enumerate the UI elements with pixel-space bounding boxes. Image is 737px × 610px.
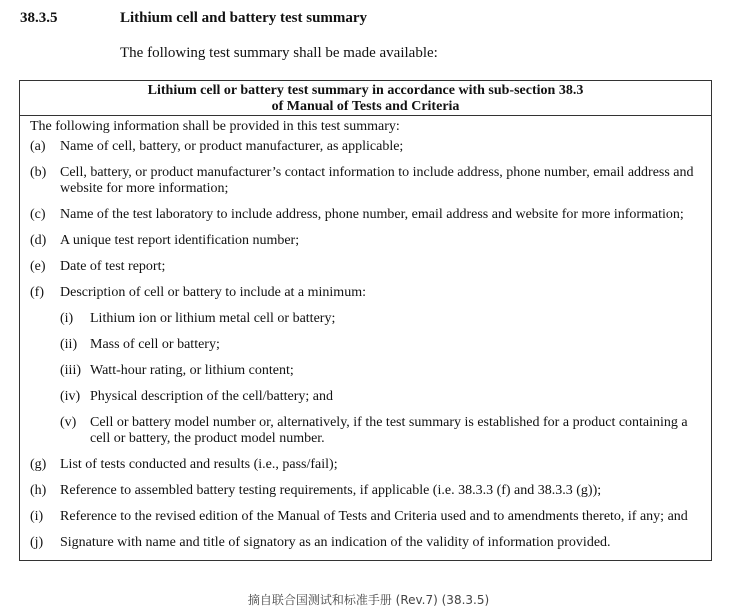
test-summary-box	[19, 80, 712, 561]
item-text: List of tests conducted and results (i.e., pass/fail);	[60, 457, 338, 472]
section-title: Lithium cell and battery test summary	[120, 10, 368, 26]
box-title	[20, 81, 711, 116]
list-item-c	[30, 207, 703, 223]
box-lead-text: The following information shall be provided in this test summary:	[30, 119, 400, 134]
item-label: (c)	[30, 207, 46, 222]
item-label: (b)	[30, 165, 47, 180]
item-label: (f)	[30, 285, 44, 300]
item-text: Name of cell, battery, or product manufacturer, as applicable;	[60, 139, 404, 154]
item-text: Signature with name and title of signatory as an indication of the validity of information provided.	[60, 535, 611, 550]
item-label: (h)	[30, 483, 47, 498]
sub-item-text: Watt-hour rating, or lithium content;	[90, 363, 294, 378]
section-number: 38.3.5	[20, 10, 58, 26]
sub-item-text: Lithium ion or lithium metal cell or battery;	[90, 311, 336, 326]
item-label: (i)	[30, 509, 44, 524]
item-label: (j)	[30, 535, 44, 550]
sub-item-label: (ii)	[60, 337, 78, 352]
list-item-e	[30, 259, 703, 275]
list-item-j	[30, 535, 703, 551]
sub-item-ii	[30, 337, 703, 353]
sub-item-i	[30, 311, 703, 327]
item-label: (e)	[30, 259, 46, 274]
list-item-h	[30, 483, 703, 499]
item-text: Description of cell or battery to include at a minimum:	[60, 285, 366, 300]
sub-item-label: (iv)	[60, 389, 81, 404]
item-text: Reference to assembled battery testing requirements, if applicable (i.e. 38.3.3 (f) and 38.3.3 (g));	[60, 483, 602, 498]
list-item-b	[30, 165, 703, 197]
item-text: Date of test report;	[60, 259, 166, 274]
source-caption: 摘自联合国测试和标准手册 (Rev.7) (38.3.5)	[247, 593, 490, 607]
box-body	[20, 116, 711, 551]
item-label: (a)	[30, 139, 46, 154]
item-text: Name of the test laboratory to include address, phone number, email address and website for more information;	[60, 207, 684, 222]
list-item-i	[30, 509, 703, 525]
sub-item-label: (iii)	[60, 363, 81, 378]
sub-item-iv	[30, 389, 703, 405]
item-label: (d)	[30, 233, 47, 248]
box-title-line-1: Lithium cell or battery test summary in accordance with sub-section 38.3	[147, 83, 584, 98]
box-title-line-2: of Manual of Tests and Criteria	[271, 99, 460, 114]
list-item-a	[30, 139, 703, 155]
sub-item-text: Cell or battery model number or, alternatively, if the test summary is established for a product containing a cell or battery, the product model number.	[90, 415, 688, 446]
item-label: (g)	[30, 457, 47, 472]
sub-item-v	[30, 415, 703, 447]
item-text: Cell, battery, or product manufacturer’s contact information to include address, phone number, email address and website for more information;	[60, 165, 694, 196]
list-item-f	[30, 285, 703, 301]
intro-text: The following test summary shall be made available:	[120, 45, 438, 61]
sub-item-iii	[30, 363, 703, 379]
list-item-g	[30, 457, 703, 473]
sub-item-label: (v)	[60, 415, 77, 430]
item-text: A unique test report identification number;	[60, 233, 300, 248]
item-text: Reference to the revised edition of the Manual of Tests and Criteria used and to amendments thereto, if any; and	[60, 509, 688, 524]
sub-item-text: Mass of cell or battery;	[90, 337, 220, 352]
sub-item-text: Physical description of the cell/battery; and	[90, 389, 333, 404]
sub-item-label: (i)	[60, 311, 74, 326]
list-item-d	[30, 233, 703, 249]
